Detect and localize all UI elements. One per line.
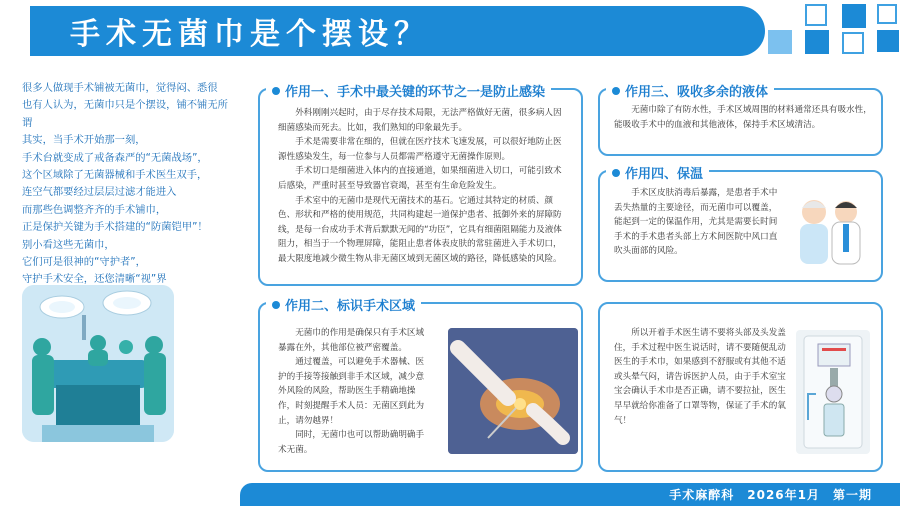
section-area-panel <box>258 302 583 472</box>
intro-text <box>22 80 232 289</box>
section-warm-title: 作用四、保温 <box>606 163 709 182</box>
intro-line: 它们可是很神的“守护者”， <box>22 256 146 269</box>
deco-square <box>842 4 866 28</box>
section-area-title: 作用二、标识手术区域 <box>266 295 421 314</box>
intro-line: 守护手术安全，还您清晰“视”界 <box>22 273 167 286</box>
section-paragraph: 手术区皮肤消毒后暴露，是患者手术中丢失热量的主要途径，而无菌巾可以覆盖，能起到一定的保温作用，尤其是需要长时间手术的手术患者头部上方术间医院中风口直吹头面部的风险。 <box>614 188 778 257</box>
section-paragraph: 手术室中的无菌巾是现代无菌技术的基石。它通过其特定的材质、颜色、形状和严格的使用规范，共同构建起一道保护患者、抵御外来的屏障防线，是每一台成功手术背后默默无闻的“功臣”，它具有细菌阻隔能力及液体阻力，相当于一个物理屏障，能阻止患者体表皮肤的常驻菌进入手术切口，最大限度地减少微生物从非无菌区域到无菌区域的路径，降低感染的风险。 <box>278 195 562 264</box>
deco-square <box>805 30 829 54</box>
intro-line: 这个区域除了无菌器械和手术医生双手， <box>22 169 208 182</box>
section-paragraph: 同时，无菌巾也可以帮助确明确手术无菌。 <box>278 430 425 455</box>
intro-line: 也有人认为，无菌巾只是个摆设，铺不铺无所谓 <box>22 99 228 129</box>
section-absorb-text <box>614 103 872 132</box>
footer-text: 手术麻醉科 2026年1月 第一期 <box>669 488 872 502</box>
intro-line: 正是保护关键为手术搭建的“防菌铠甲”！ <box>22 221 208 234</box>
page-title: 手术无菌巾是个摆设？ <box>70 17 430 52</box>
section-infection-panel <box>258 88 583 286</box>
section-infection-text <box>278 106 568 267</box>
section-absorb-title: 作用三、吸收多余的液体 <box>606 81 774 100</box>
section-paragraph: 所以开着手术医生请不要将头部及头发盖住，手术过程中医生说话时，请不要随便乱动医生的手术巾，如果感到不舒服或有其他不适或头晕气闷，请告诉医护人员，由于手术室宝宝会确认手术巾是否正确，请不要拉扯，医生早早就给你准备了口罩等物，保证了手术的氧气！ <box>614 328 786 426</box>
intro-line: 其实，当手术开始那一刻， <box>22 134 146 147</box>
section-advice-text <box>614 326 794 428</box>
section-area-text <box>278 326 428 457</box>
section-paragraph: 手术切口是细菌进入体内的直接通道，如果细菌进入切口，可能引致术后感染，严重时甚至导致器官衰竭，甚至有生命危险发生。 <box>278 166 562 191</box>
bullet-icon <box>272 301 280 309</box>
section-warm-panel <box>598 170 883 282</box>
intro-line: 很多人做现手术铺被无菌巾，觉得闷、悉很 <box>22 82 218 94</box>
section-warm-text <box>614 186 782 259</box>
section-paragraph: 通过覆盖，可以避免手术器械、医护的手接等接触到非手术区域，减少意外风险的风险，帮助医生手精确地操作，时刻提醒手术人员：无菌区到此为止，请勿越界！ <box>278 357 425 426</box>
footer-bar <box>240 483 900 506</box>
section-paragraph: 无菌巾除了有防水性，手术区域周围的材料通常还具有吸水性，能吸收手术中的血液和其他液体，保持手术区域清洁。 <box>614 105 872 130</box>
intro-line: 而那些色调整齐齐的手术铺巾， <box>22 203 167 216</box>
oxygen-humidifier-photo <box>796 330 870 454</box>
intro-line: 连空气都要经过层层过滤才能进入 <box>22 186 177 199</box>
surgery-photo <box>22 285 174 442</box>
section-paragraph: 无菌巾的作用是确保只有手术区域暴露在外，其他部位被严密覆盖。 <box>278 328 425 353</box>
intro-line: 手术台就变成了戒备森严的“无菌战场”， <box>22 151 208 164</box>
deco-square <box>768 30 792 54</box>
section-advice-panel <box>598 302 883 472</box>
deco-square <box>842 32 864 54</box>
doctor-patient-cartoon <box>788 190 872 272</box>
bullet-icon <box>612 169 620 177</box>
deco-square <box>877 30 899 52</box>
page-header <box>0 0 900 64</box>
bullet-icon <box>612 87 620 95</box>
intro-line: 别小看这些无菌巾， <box>22 238 115 251</box>
section-infection-title: 作用一、手术中最关键的环节之一是防止感染 <box>266 81 551 100</box>
section-paragraph: 手术是需要非常在细的，但就在医疗技术飞速发展，可以很好地防止医源性感染发生，每一位参与人员都需严格遵守无菌操作原则。 <box>278 137 562 162</box>
section-paragraph: 外科刚刚兴起时，由于尽存技术局限，无法严格做好无菌，很多病人因细菌感染而死去。比如，我们熟知的印象最先手。 <box>278 108 562 133</box>
bullet-icon <box>272 87 280 95</box>
deco-square <box>877 4 897 24</box>
deco-square <box>805 4 827 26</box>
eye-surgery-photo <box>448 328 578 454</box>
